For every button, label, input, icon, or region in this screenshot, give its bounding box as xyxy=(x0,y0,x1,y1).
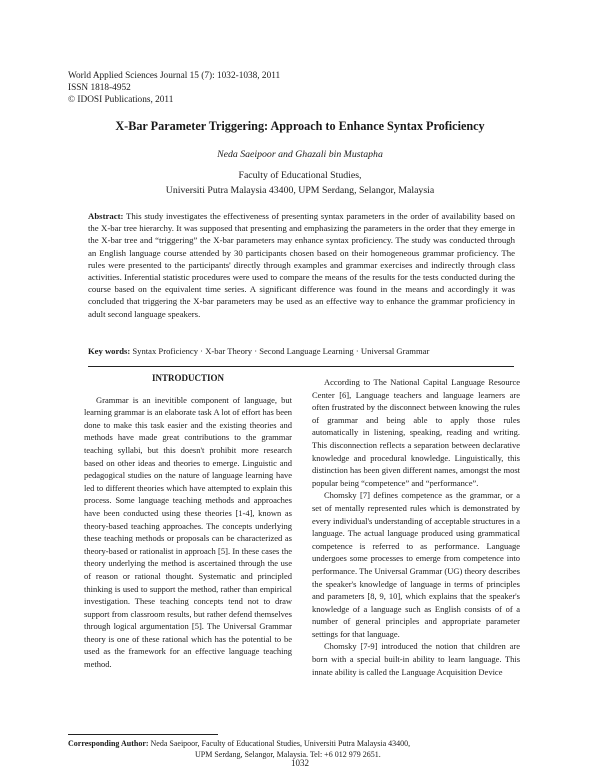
keywords xyxy=(88,346,528,356)
journal-citation: World Applied Sciences Journal 15 (7): 1032-1038, 2011 xyxy=(68,71,281,81)
abstract-label: Abstract: xyxy=(88,211,124,221)
paragraph: Chomsky [7-9] introduced the notion that children are born with a special built-in ability to learn language. This innate ability is called the Language Acquisition Device xyxy=(312,641,520,677)
abstract xyxy=(88,210,515,320)
affiliation-line-1: Faculty of Educational Studies, xyxy=(238,170,362,181)
copyright: © IDOSI Publications, 2011 xyxy=(68,95,174,105)
right-column xyxy=(312,376,520,678)
paragraph: Chomsky [7] defines competence as the grammar, or a set of mentally represented rules which is demonstrated by every individual's understanding of acceptable structures in a language. The actual language produced using grammatical competence is referred to as performance. Language undergoes some processes to emerge from competence into performance. The Universal Grammar (UG) theory describes the speaker's knowledge of language in terms of principles and parameters [8, 9, 10], which explains that the speaker's knowledge of a language such as English consists of of a number of general principles and appropriate parameter settings for that language. xyxy=(312,490,520,639)
authors: Neda Saeipoor and Ghazali bin Mustapha xyxy=(217,149,383,160)
affiliation-line-2: Universiti Putra Malaysia 43400, UPM Serdang, Selangor, Malaysia xyxy=(165,185,435,196)
issn: ISSN 1818-4952 xyxy=(68,83,131,93)
footnote-line-2: UPM Serdang, Selangor, Malaysia. Tel: +6 012 979 2651. xyxy=(195,749,381,759)
journal-header xyxy=(68,70,280,106)
corresponding-author-footnote xyxy=(68,739,410,760)
keywords-divider xyxy=(88,366,514,367)
keywords-label: Key words: xyxy=(88,346,131,356)
abstract-text: This study investigates the effectiveness of presenting syntax parameters in the order of availability based on the X-bar tree hierarchy. It was supposed that presenting and emphasizing the parameters in the order that they emerge in the X-bar tree and “triggering” the X-bar parameters may enhance syntax proficiency. The study was conducted through an English language course attended by 30 participants chosen based on their homogeneous grammar proficiency. The rules were presented to the participants' directly through examples and grammar exercises and indirectly through class activities. Inferential statistic procedures were used to compare the means of the results for the tests conducted during the course based on the equivalent time series. A significant difference was found in the means and accordingly it was concluded that triggering the X-bar parameters may be used as an effective way to enhance the grammar proficiency in adult second language speakers. xyxy=(88,211,515,319)
footnote-label: Corresponding Author: xyxy=(68,739,149,748)
paper-title: X-Bar Parameter Triggering: Approach to Enhance Syntax Proficiency xyxy=(115,119,485,133)
footnote-divider xyxy=(68,734,218,735)
page-number: 1032 xyxy=(291,758,309,768)
paragraph: Grammar is an inevitible component of language, but learning grammar is an elaborate task A lot of effort has been done to make this task easier and the existing theories and methods have made great contributions to the grammar teaching syllabi, but this doesn't prohibit more research based on other ideas and theories to emerge. Linguistic and pedagogical studies on the nature of language learning have led to different theories which have attempted to explain this process. Some language teaching methods and approaches have been conducted using these theories [1-4], known as theory-based teaching approaches. The concepts underlying these teaching methods or proposals can be characterized as theory-based or rationalist in approach [5]. In these cases the theory underlying the method is ascertained through the use of reason or rational thought. Systematic and principled thinking is used to support the method, rather than empirical investigation. These teaching concepts tend not to draw support from classroom results, but rather defend themselves through logical argumentation [5]. The Universal Grammar theory is one of these rational which has the potential to be used as the framework for an effective language teaching method. xyxy=(84,394,292,670)
section-heading: INTRODUCTION xyxy=(151,373,224,383)
keywords-text: Syntax Proficiency · X-bar Theory · Second Language Learning · Universal Grammar xyxy=(132,346,430,356)
affiliation xyxy=(0,168,600,198)
paragraph: According to The National Capital Language Resource Center [6], Language teachers and language learners are often frustrated by the disconnect between knowing the rules of grammar and being able to apply those rules automatically in listening, speaking, reading and writing. This disconnection reflects a separation between declarative knowledge and procedural knowledge. Linguistically, this distinction has been given different names, amongst the most popular being “competence” and “performance”. xyxy=(312,377,520,488)
left-column xyxy=(84,372,292,671)
footnote-line-1: Neda Saeipoor, Faculty of Educational Studies, Universiti Putra Malaysia 43400, xyxy=(150,739,411,748)
